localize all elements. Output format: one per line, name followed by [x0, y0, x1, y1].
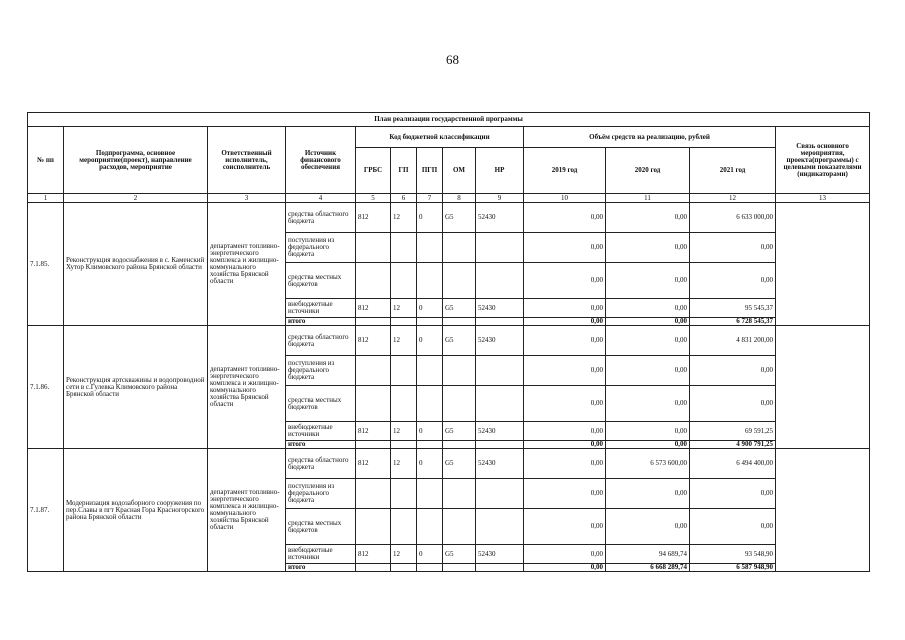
funding-source: внебюджетные источники — [286, 545, 356, 564]
total-code-empty — [443, 318, 476, 326]
code-gp: 12 — [391, 449, 417, 479]
table-row — [28, 326, 870, 356]
total-2019: 0,00 — [524, 318, 606, 326]
code-pgp — [417, 386, 443, 422]
total-code-empty — [417, 441, 443, 449]
column-number: 1 — [28, 194, 64, 203]
amount-2019: 0,00 — [524, 203, 606, 233]
amount-2021: 69 591,25 — [690, 422, 776, 441]
header-2020: 2020 год — [606, 148, 690, 194]
amount-2021: 0,00 — [690, 509, 776, 545]
total-code-empty — [417, 318, 443, 326]
amount-2020: 0,00 — [606, 233, 690, 263]
code-pgp — [417, 356, 443, 386]
total-code-empty — [476, 441, 524, 449]
table-title: План реализации государственной программы — [28, 113, 870, 127]
table-row — [28, 203, 870, 233]
total-2021: 6 587 948,90 — [690, 564, 776, 572]
amount-2020: 0,00 — [606, 422, 690, 441]
funding-source: средства местных бюджетов — [286, 386, 356, 422]
code-np: 52430 — [476, 422, 524, 441]
funding-source: средства областного бюджета — [286, 449, 356, 479]
amount-2019: 0,00 — [524, 299, 606, 318]
code-om — [443, 233, 476, 263]
header-num: № пп — [28, 127, 64, 194]
code-np: 52430 — [476, 449, 524, 479]
code-om: G5 — [443, 299, 476, 318]
amount-2020: 0,00 — [606, 509, 690, 545]
amount-2019: 0,00 — [524, 386, 606, 422]
code-gp: 12 — [391, 203, 417, 233]
code-gp: 12 — [391, 299, 417, 318]
total-2020: 0,00 — [606, 318, 690, 326]
code-om — [443, 479, 476, 509]
code-pgp: 0 — [417, 326, 443, 356]
header-subprogram: Подпрограмма, основное мероприятие(проект), направление расходов, мероприятие — [64, 127, 208, 194]
header-volume: Объём средств на реализацию, рублей — [524, 127, 776, 148]
total-code-empty — [391, 564, 417, 572]
column-number: 10 — [524, 194, 606, 203]
funding-source: внебюджетные источники — [286, 422, 356, 441]
total-2021: 4 900 791,25 — [690, 441, 776, 449]
header-pgp: ПГП — [417, 148, 443, 194]
amount-2020: 0,00 — [606, 386, 690, 422]
amount-2019: 0,00 — [524, 233, 606, 263]
header-2021: 2021 год — [690, 148, 776, 194]
amount-2021: 6 494 400,00 — [690, 449, 776, 479]
code-om: G5 — [443, 449, 476, 479]
row-number: 7.1.85. — [28, 203, 64, 326]
code-om — [443, 386, 476, 422]
table-row — [28, 449, 870, 479]
code-grbs: 812 — [356, 449, 391, 479]
code-grbs: 812 — [356, 326, 391, 356]
code-grbs — [356, 356, 391, 386]
indicator-link — [776, 449, 870, 572]
total-code-empty — [443, 564, 476, 572]
column-number: 3 — [208, 194, 286, 203]
activity-name: Реконструкция водоснабжения в с. Каменский Хутор Климовского района Брянской области — [64, 203, 208, 326]
code-gp — [391, 263, 417, 299]
header-grbs: ГРБС — [356, 148, 391, 194]
code-np — [476, 356, 524, 386]
code-np — [476, 386, 524, 422]
code-om: G5 — [443, 545, 476, 564]
total-code-empty — [443, 441, 476, 449]
code-pgp — [417, 479, 443, 509]
code-np — [476, 233, 524, 263]
code-grbs — [356, 509, 391, 545]
column-number: 11 — [606, 194, 690, 203]
total-code-empty — [476, 318, 524, 326]
page-number: 68 — [446, 52, 459, 67]
total-code-empty — [391, 441, 417, 449]
amount-2019: 0,00 — [524, 509, 606, 545]
funding-source: средства областного бюджета — [286, 203, 356, 233]
code-pgp — [417, 233, 443, 263]
code-pgp: 0 — [417, 422, 443, 441]
header-np: НР — [476, 148, 524, 194]
amount-2020: 0,00 — [606, 263, 690, 299]
amount-2019: 0,00 — [524, 449, 606, 479]
code-grbs — [356, 263, 391, 299]
code-gp: 12 — [391, 326, 417, 356]
code-om: G5 — [443, 326, 476, 356]
amount-2020: 94 689,74 — [606, 545, 690, 564]
amount-2021: 0,00 — [690, 386, 776, 422]
amount-2020: 0,00 — [606, 299, 690, 318]
code-om — [443, 509, 476, 545]
total-code-empty — [356, 318, 391, 326]
indicator-link — [776, 203, 870, 326]
amount-2019: 0,00 — [524, 545, 606, 564]
total-label: итого — [286, 564, 356, 572]
code-grbs — [356, 386, 391, 422]
total-label: итого — [286, 441, 356, 449]
total-code-empty — [391, 318, 417, 326]
column-number: 8 — [443, 194, 476, 203]
amount-2021: 0,00 — [690, 356, 776, 386]
column-number: 13 — [776, 194, 870, 203]
column-number: 2 — [64, 194, 208, 203]
amount-2021: 6 633 000,00 — [690, 203, 776, 233]
amount-2019: 0,00 — [524, 479, 606, 509]
amount-2019: 0,00 — [524, 326, 606, 356]
code-pgp: 0 — [417, 545, 443, 564]
code-grbs: 812 — [356, 203, 391, 233]
amount-2021: 0,00 — [690, 233, 776, 263]
funding-source: средства местных бюджетов — [286, 509, 356, 545]
header-responsible: Ответственный исполнитель, соисполнитель — [208, 127, 286, 194]
code-gp: 12 — [391, 422, 417, 441]
amount-2021: 95 545,37 — [690, 299, 776, 318]
code-pgp — [417, 509, 443, 545]
funding-source: поступления из федерального бюджета — [286, 233, 356, 263]
code-np: 52430 — [476, 545, 524, 564]
code-gp — [391, 509, 417, 545]
funding-source: внебюджетные источники — [286, 299, 356, 318]
responsible-party: департамент топливно-энергетического комплекса и жилищно-коммунального хозяйства Брянской области — [208, 203, 286, 326]
total-2020: 0,00 — [606, 441, 690, 449]
code-gp: 12 — [391, 545, 417, 564]
total-code-empty — [476, 564, 524, 572]
code-pgp: 0 — [417, 449, 443, 479]
amount-2021: 0,00 — [690, 263, 776, 299]
amount-2019: 0,00 — [524, 356, 606, 386]
code-np — [476, 263, 524, 299]
code-np: 52430 — [476, 326, 524, 356]
amount-2020: 0,00 — [606, 479, 690, 509]
header-budget-code: Код бюджетной классификации — [356, 127, 524, 148]
header-om: ОМ — [443, 148, 476, 194]
amount-2021: 4 831 200,00 — [690, 326, 776, 356]
header-gp: ГП — [391, 148, 417, 194]
code-om — [443, 356, 476, 386]
code-gp — [391, 356, 417, 386]
code-grbs: 812 — [356, 545, 391, 564]
amount-2019: 0,00 — [524, 263, 606, 299]
total-2019: 0,00 — [524, 441, 606, 449]
code-pgp: 0 — [417, 203, 443, 233]
column-number: 12 — [690, 194, 776, 203]
code-om: G5 — [443, 422, 476, 441]
code-grbs: 812 — [356, 422, 391, 441]
code-om — [443, 263, 476, 299]
activity-name: Модернизация водозаборного сооружения по пер.Славы в пгт Красная Гора Красногорского района Брянской области — [64, 449, 208, 572]
row-number: 7.1.87. — [28, 449, 64, 572]
amount-2020: 6 573 600,00 — [606, 449, 690, 479]
indicator-link — [776, 326, 870, 449]
funding-source: средства областного бюджета — [286, 326, 356, 356]
code-grbs — [356, 479, 391, 509]
funding-source: средства местных бюджетов — [286, 263, 356, 299]
code-grbs — [356, 233, 391, 263]
column-number-row — [28, 194, 870, 203]
code-np — [476, 509, 524, 545]
amount-2020: 0,00 — [606, 356, 690, 386]
total-2021: 6 728 545,37 — [690, 318, 776, 326]
amount-2019: 0,00 — [524, 422, 606, 441]
header-link: Связь основного мероприятия, проекта(программы) с целевыми показателями (индикаторами) — [776, 127, 870, 194]
header-source: Источник финансового обеспечения — [286, 127, 356, 194]
total-label: итого — [286, 318, 356, 326]
total-2019: 0,00 — [524, 564, 606, 572]
header-2019: 2019 год — [524, 148, 606, 194]
code-gp — [391, 386, 417, 422]
code-pgp: 0 — [417, 299, 443, 318]
code-np: 52430 — [476, 299, 524, 318]
column-number: 5 — [356, 194, 391, 203]
code-grbs: 812 — [356, 299, 391, 318]
amount-2020: 0,00 — [606, 326, 690, 356]
code-gp — [391, 479, 417, 509]
column-number: 4 — [286, 194, 356, 203]
amount-2021: 0,00 — [690, 479, 776, 509]
funding-source: поступления из федерального бюджета — [286, 479, 356, 509]
code-gp — [391, 233, 417, 263]
column-number: 6 — [391, 194, 417, 203]
column-number: 7 — [417, 194, 443, 203]
total-code-empty — [417, 564, 443, 572]
amount-2021: 93 548,90 — [690, 545, 776, 564]
code-om: G5 — [443, 203, 476, 233]
responsible-party: департамент топливно-энергетического комплекса и жилищно-коммунального хозяйства Брянской области — [208, 326, 286, 449]
amount-2020: 0,00 — [606, 203, 690, 233]
program-plan-table — [27, 112, 870, 572]
code-np: 52430 — [476, 203, 524, 233]
code-pgp — [417, 263, 443, 299]
total-code-empty — [356, 564, 391, 572]
column-number: 9 — [476, 194, 524, 203]
responsible-party: департамент топливно-энергетического комплекса и жилищно-коммунального хозяйства Брянской области — [208, 449, 286, 572]
funding-source: поступления из федерального бюджета — [286, 356, 356, 386]
total-code-empty — [356, 441, 391, 449]
total-2020: 6 668 289,74 — [606, 564, 690, 572]
row-number: 7.1.86. — [28, 326, 64, 449]
code-np — [476, 479, 524, 509]
activity-name: Реконструкция артскважины и водопроводной сети в с.Гулевка Климовского района Брянской области — [64, 326, 208, 449]
